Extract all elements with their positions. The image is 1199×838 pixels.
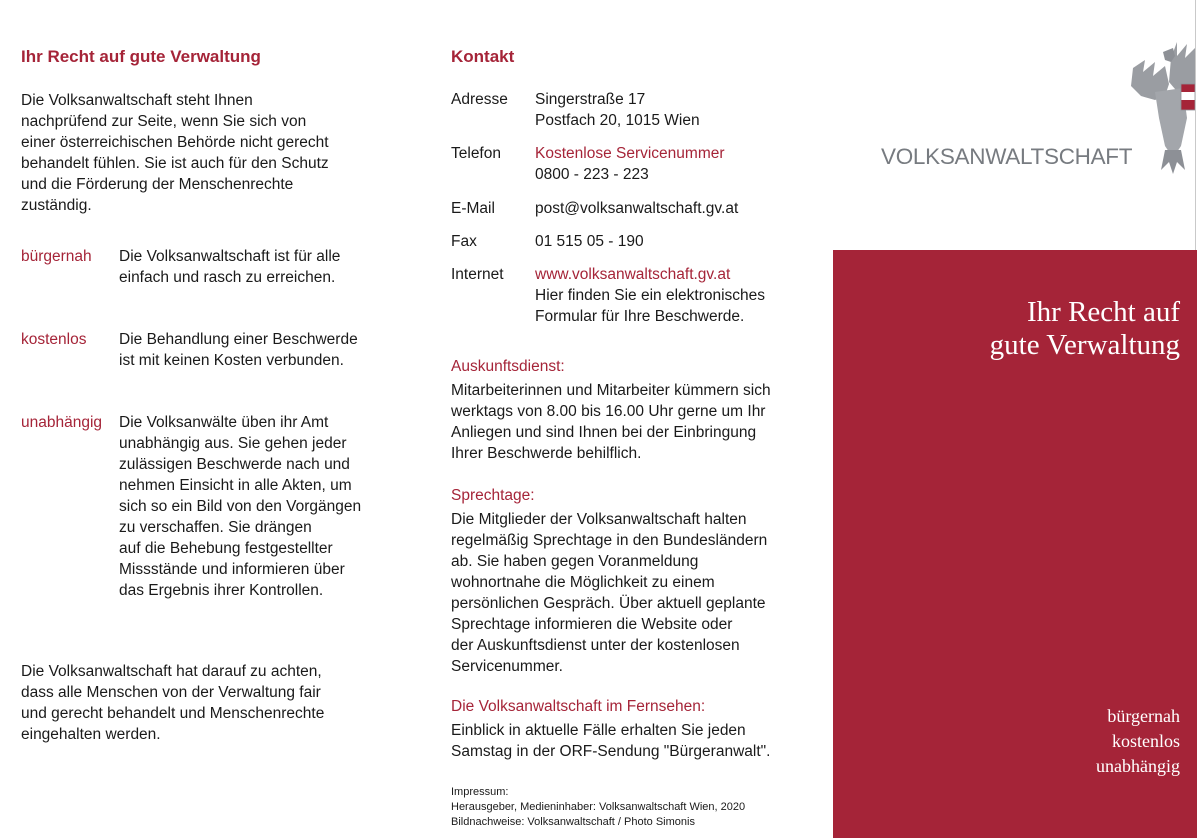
term-kostenlos-text: Die Behandlung einer Beschwerde ist mit keinen Kosten verbunden. <box>119 331 358 369</box>
edge-line <box>1195 0 1196 250</box>
tv-text: Einblick in aktuelle Fälle erhalten Sie jeden Samstag in der ORF-Sendung "Bürgeranwalt". <box>451 722 771 760</box>
term-buergernah: bürgernah <box>21 248 92 265</box>
contact-label-phone: Telefon <box>451 145 501 162</box>
office-hours-heading: Sprechtage: <box>451 487 535 504</box>
tv-heading: Die Volksanwaltschaft im Fernsehen: <box>451 698 706 715</box>
intro-paragraph: Die Volksanwaltschaft steht Ihnen nachprüfend zur Seite, wenn Sie sich von einer österreichischen Behörde nicht gerecht behandelt fühlen. Sie ist auch für den Schutz und die Förderung der Menschenrechte zuständig. <box>21 92 329 214</box>
contact-address-line1: Singerstraße 17 <box>535 91 646 108</box>
office-hours-text: Die Mitglieder der Volksanwaltschaft halten regelmäßig Sprechtage in den Bundesländern ab. Sie haben gegen Voranmeldung wohnortnahe die Möglichkeit zu einem persönlichen Gespräch. Über aktuell geplante Sprechtage informieren die Website oder der Auskunftsdienst unter der kostenlosen Servicenummer. <box>451 511 768 675</box>
contact-website-link[interactable]: www.volksanwaltschaft.gv.at <box>535 266 731 283</box>
cover-tag-unabhaengig: unabhängig <box>1096 756 1180 776</box>
section-title-contact: Kontakt <box>451 47 515 66</box>
cover-tag-buergernah: bürgernah <box>1107 706 1180 726</box>
contact-phone-number[interactable]: 0800 - 223 - 223 <box>535 166 649 183</box>
cover-tags <box>1096 704 1180 779</box>
section-title-rights: Ihr Recht auf gute Verwaltung <box>21 47 261 66</box>
closing-paragraph: Die Volksanwaltschaft hat darauf zu achten, dass alle Menschen von der Verwaltung fair und gerecht behandelt und Menschenrechte eingehalten werden. <box>21 663 325 743</box>
austrian-eagle-icon <box>1125 38 1195 178</box>
term-unabhaengig: unabhängig <box>21 414 103 431</box>
info-service-heading: Auskunftsdienst: <box>451 358 565 375</box>
term-unabhaengig-text: Die Volksanwälte üben ihr Amt unabhängig aus. Sie gehen jeder zulässigen Beschwerde nach und nehmen Einsicht in alle Akten, um sich so ein Bild von den Vorgängen zu verschaffen. Sie drängen auf die Behebung festgestellter Missstände und informieren über das Ergebnis ihrer Kontrollen. <box>119 414 362 599</box>
brand-wordmark: VOLKSANWALTSCHAFT <box>881 144 1133 169</box>
contact-address-line2: Postfach 20, 1015 Wien <box>535 112 700 129</box>
term-kostenlos: kostenlos <box>21 331 87 348</box>
contact-label-address: Adresse <box>451 91 508 108</box>
cover-tag-kostenlos: kostenlos <box>1111 731 1180 751</box>
contact-phone-label: Kostenlose Servicenummer <box>535 145 725 162</box>
contact-label-email: E-Mail <box>451 200 495 217</box>
impressum: Impressum: Herausgeber, Medieninhaber: Volksanwaltschaft Wien, 2020 Bildnachweise: Volksanwaltschaft / Photo Simonis <box>451 786 746 828</box>
contact-email-link[interactable]: post@volksanwaltschaft.gv.at <box>535 200 739 217</box>
contact-website-note: Hier finden Sie ein elektronisches Formular für Ihre Beschwerde. <box>535 287 766 325</box>
contact-label-fax: Fax <box>451 233 477 250</box>
contact-label-internet: Internet <box>451 266 504 283</box>
term-buergernah-text: Die Volksanwaltschaft ist für alle einfach und rasch zu erreichen. <box>119 248 341 286</box>
cover-panel <box>833 250 1197 838</box>
contact-fax-number: 01 515 05 - 190 <box>535 233 644 250</box>
info-service-text: Mitarbeiterinnen und Mitarbeiter kümmern sich werktags von 8.00 bis 16.00 Uhr gerne um Ihr Anliegen und sind Ihnen bei der Einbringung Ihrer Beschwerde behilflich. <box>451 382 771 462</box>
cover-title: Ihr Recht auf gute Verwaltung <box>989 296 1180 361</box>
